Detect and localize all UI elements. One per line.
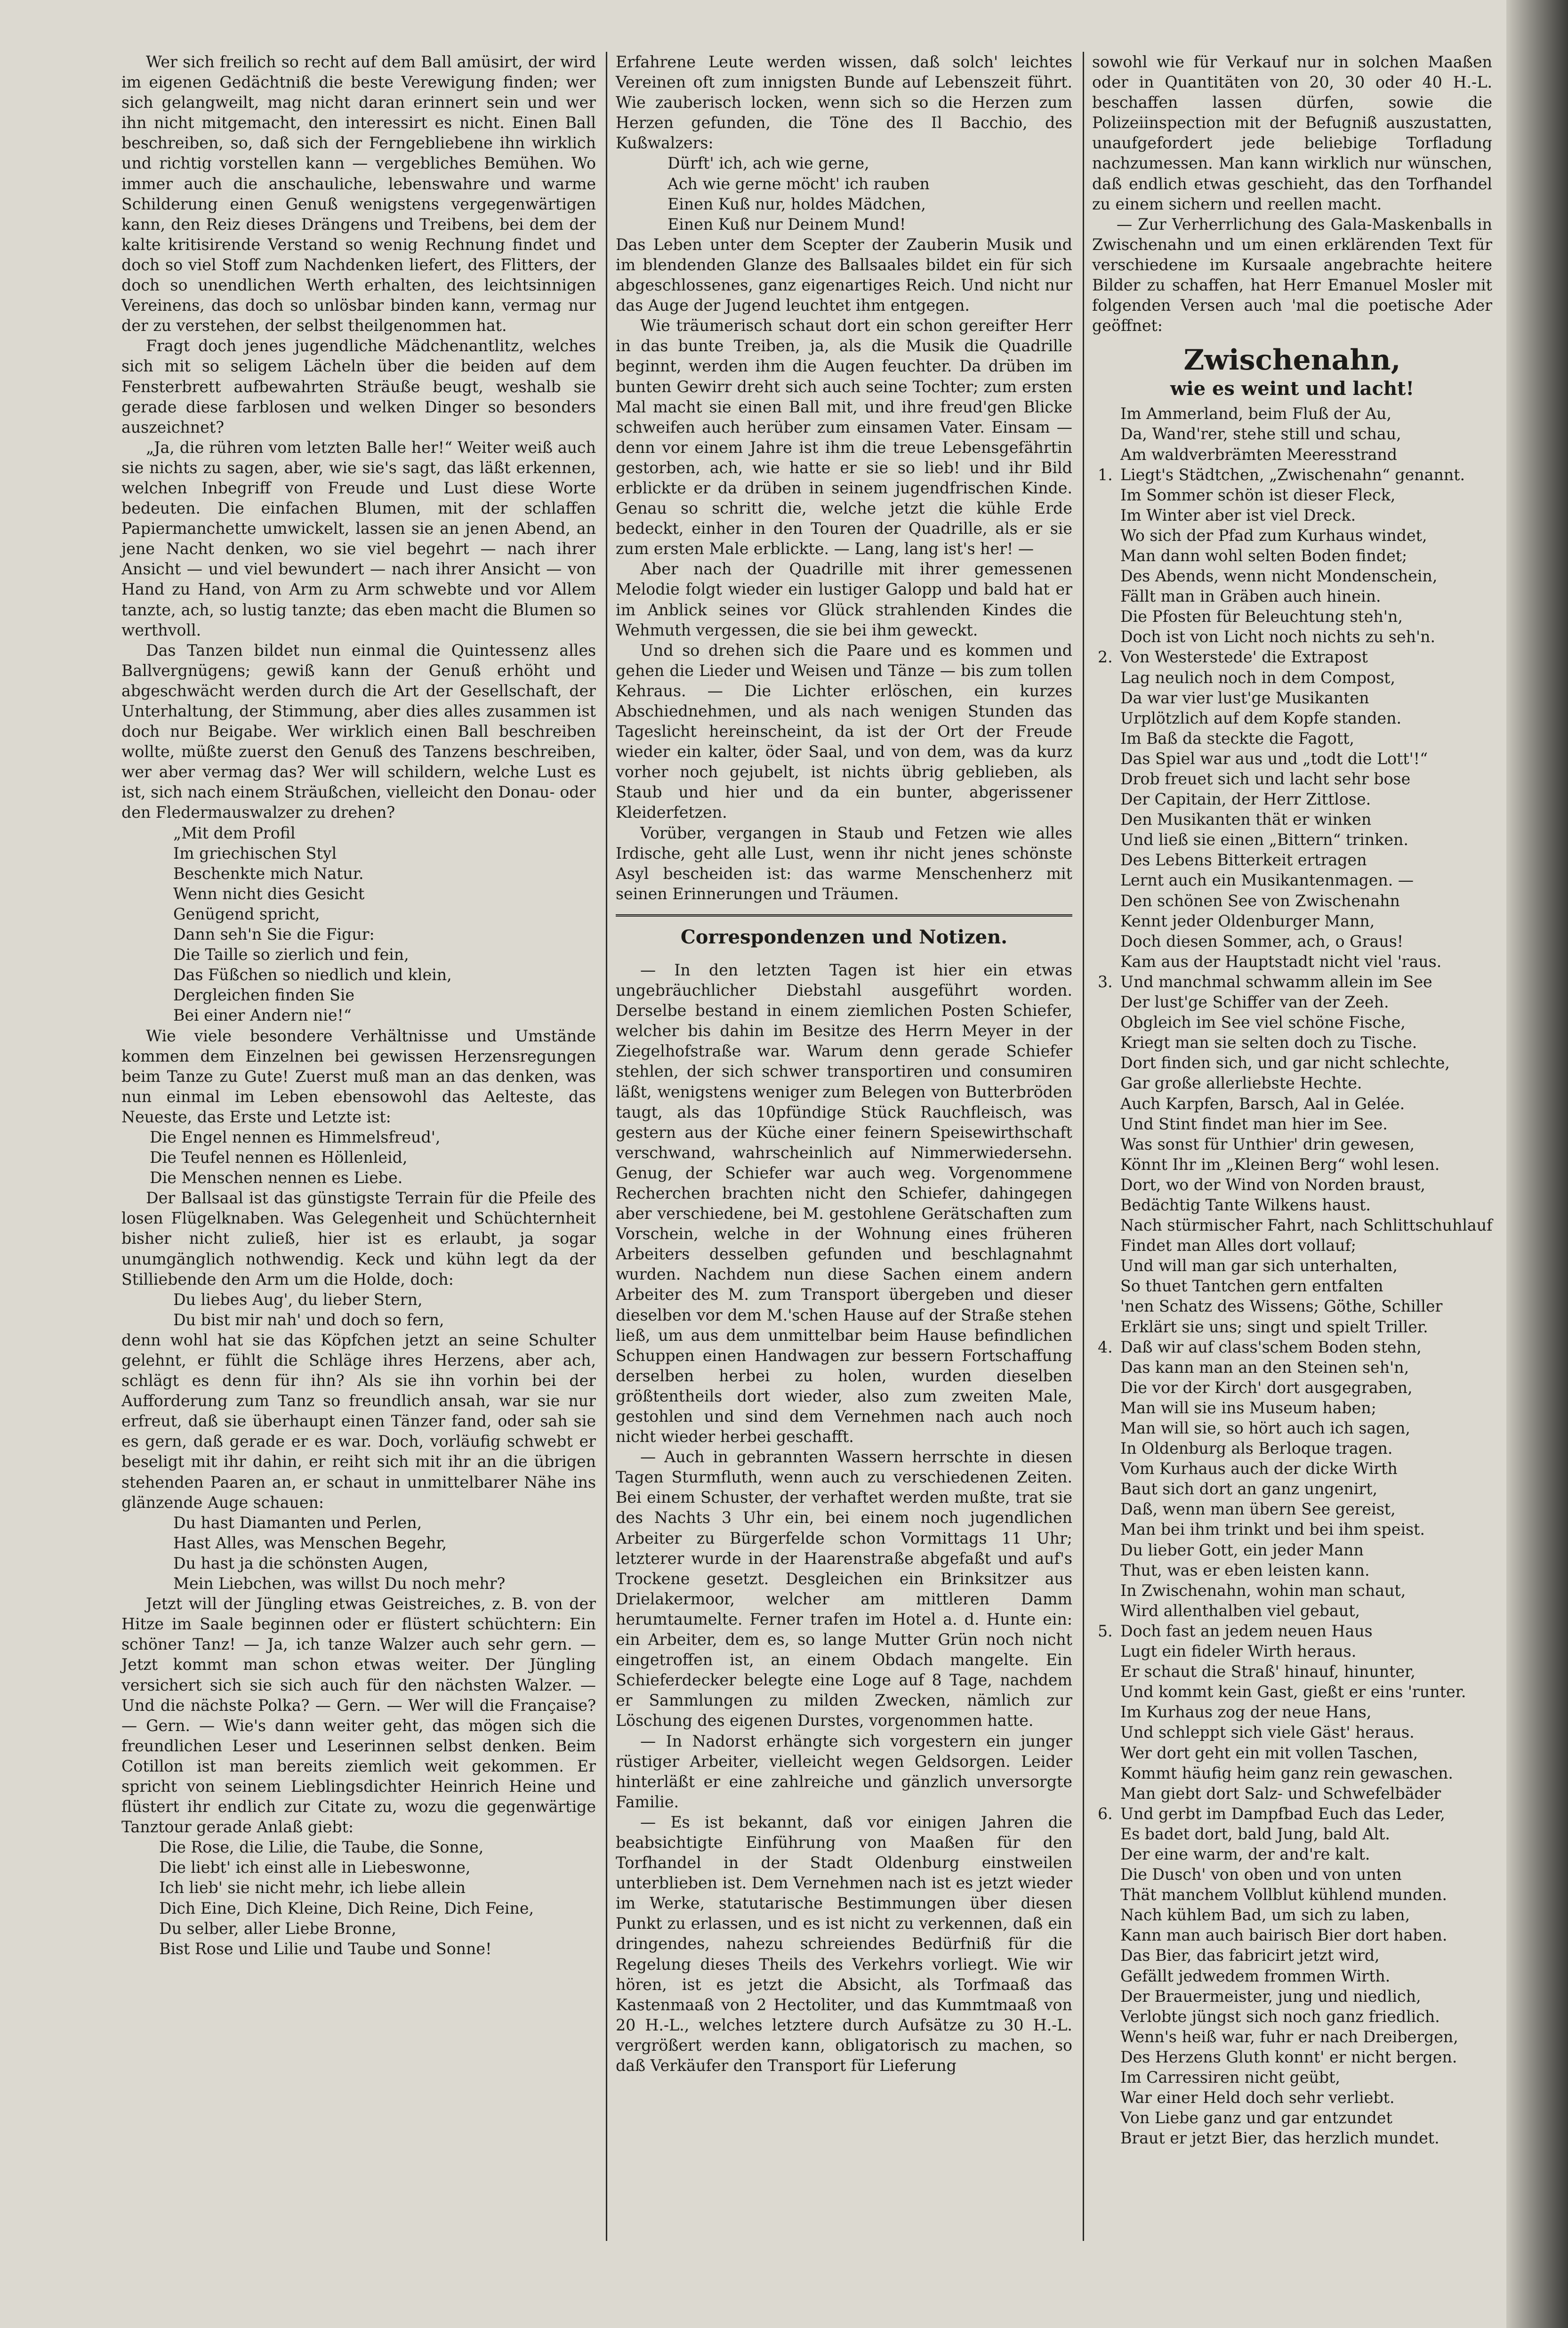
- verse-line: Du bist mir nah' und doch so fern,: [173, 1310, 444, 1329]
- paragraph: Das Leben unter dem Scepter der Zauberin Musik und im blendenden Glanze des Ballsaales bildet ein für sich abgeschlossenes, ganz eigenartiges Reich. Und nicht nur das Auge der Jugend leuchtet ihm entgegen.: [616, 235, 1072, 315]
- verse-line: Was sonst für Unthier' drin gewesen,: [1120, 1135, 1415, 1153]
- verse-line: Am waldverbrämten Meeresstrand: [1120, 445, 1397, 464]
- poem-title: Zwischenahn,: [1183, 344, 1401, 377]
- poem-stanza: [1092, 1337, 1492, 1621]
- paragraph: Erfahrene Leute werden wissen, daß solch' leichtes Vereinen oft zum innigsten Bunde auf Lebenszeit führt. Wie zauberisch locken, wenn sich so die Herzen zum Herzen gefunden, die Töne des Il Bacchio, des Kußwalzers:: [616, 53, 1072, 153]
- verse-line: Thut, was er eben leisten kann.: [1120, 1561, 1370, 1579]
- verse-line: Doch fast an jedem neuen Haus: [1120, 1621, 1373, 1640]
- verse-line: Baut sich dort an ganz ungenirt,: [1120, 1480, 1378, 1498]
- verse-line: Der lust'ge Schiffer van der Zeeh.: [1120, 993, 1389, 1012]
- verse-line: Braut er jetzt Bier, das herzlich mundet.: [1120, 2129, 1439, 2148]
- verse-line: Und will man gar sich unterhalten,: [1120, 1257, 1398, 1275]
- verse-line: Kam aus der Hauptstadt nicht viel 'raus.: [1120, 952, 1442, 971]
- paragraph: Jetzt will der Jüngling etwas Geistreiches, z. B. von der Hitze im Saale beginnen oder er flüstert schüchtern: Ein schöner Tanz! — Ja, ich tanze Walzer auch sehr gern. — Jetzt kommt man schon etwas weiter. Der Jüngling versichert sich sie sich auch für den nächsten Walzer. — Und die nächste Polka? — Gern. — Wer will die Française? — Gern. — Wie's dann weiter geht, das mögen sich die freundlichen Leser und Leserinnen selbst denken. Beim Cotillon ist man bereits ziemlich weit gekommen. Er spricht von seinem Lieblingsdichter Heinrich Heine und flüstert ihr endlich zur Citate zu, wozu die gegenwärtige Tanztour gerade Anlaß giebt:: [121, 1595, 596, 1837]
- paragraph: Der Ballsaal ist das günstigste Terrain für die Pfeile des losen Flügelknaben. Was Gelegenheit und Schüchternheit bisher nicht zuließ, hier ist es erlaubt, ja sogar unumgänglich nothwendig. Keck und kühn legt da der Stilliebende den Arm um die Holde, doch:: [121, 1189, 596, 1289]
- verse-line: Das Füßchen so niedlich und klein,: [173, 966, 452, 984]
- verse-line: War einer Held doch sehr verliebt.: [1120, 2088, 1395, 2107]
- poem-stanza: [1092, 647, 1492, 972]
- verse-quote: [173, 1513, 596, 1594]
- verse-line: So thuet Tantchen gern entfalten: [1120, 1277, 1383, 1296]
- column-middle: [616, 52, 1072, 2076]
- verse-line: Ich lieb' sie nicht mehr, ich liebe allein: [159, 1878, 466, 1897]
- verse-line: Die vor der Kirch' dort ausgegraben,: [1120, 1378, 1413, 1397]
- verse-line: Man dann wohl selten Boden findet;: [1120, 546, 1407, 565]
- verse-line: Das Spiel war aus und „todt die Lott'!“: [1120, 749, 1428, 768]
- verse-line: Die Menschen nennen es Liebe.: [150, 1168, 403, 1187]
- verse-line: 'nen Schatz des Wissens; Göthe, Schiller: [1120, 1297, 1443, 1316]
- verse-line: Du hast ja die schönsten Augen,: [173, 1554, 428, 1572]
- stanza-number: 1.: [1098, 465, 1113, 484]
- column-rule: [606, 52, 607, 2241]
- verse-line: Liegt's Städtchen, „Zwischenahn“ genannt.: [1120, 465, 1465, 484]
- verse-quote: [173, 823, 596, 1026]
- verse-line: Der Brauermeister, jung und niedlich,: [1120, 1987, 1421, 2006]
- verse-line: Bei einer Andern nie!“: [173, 1006, 352, 1025]
- verse-line: Der Capitain, der Herr Zittlose.: [1120, 790, 1371, 809]
- verse-line: Im Kurhaus zog der neue Hans,: [1120, 1703, 1372, 1722]
- poem-stanza: [1092, 1621, 1492, 1804]
- verse-line: Es badet dort, bald Jung, bald Alt.: [1120, 1824, 1390, 1843]
- verse-line: Hast Alles, was Menschen Begehr,: [173, 1533, 447, 1552]
- verse-line: Wenn's heiß war, fuhr er nach Dreibergen,: [1120, 2027, 1458, 2046]
- news-item: — In den letzten Tagen ist hier ein etwas ungebräuchlicher Diebstahl ausgeführt worden. Derselbe bestand in einem ziemlichen Posten Schiefer, welcher bis dahin im Besitze des Herrn Meyer in der Ziegelhofstraße war. Warum denn gerade Schiefer stehlen, der sich schwer transportiren und consumiren läßt, wenigstens weniger zum Belegen von Butterbröden taugt, als das 10pfündige Stück Rauchfleisch, was gestern aus der Küche einer feinern Speisewirthschaft verschwand, wahrscheinlich auf Nimmerwiedersehn. Genug, der Schiefer war auch weg. Vorgenommene Recherchen brachten nicht den Schiefer, dahingegen aber verschiedene, bei M. gestohlene Gerätschaften zum Vorschein, welche in der Wohnung eines früheren Arbeiters desselben gefunden und beschlagnahmt wurden. Nachdem nun diese Sachen einem andern Arbeiter des M. zum Transport übergeben und dieser dieselben vor dem M.'schen Hause auf der Straße stehen ließ, um aus dem unmittelbar beim Hause befindlichen Schuppen einen Handwagen zur bessern Fortschaffung derselben herbei zu holen, wurden dieselben größtentheils dort wieder, also zum zweiten Male, gestohlen und sind dem Vernehmen nach auch noch nicht wieder herbei geschafft.: [616, 960, 1072, 1446]
- verse-line: Lernt auch ein Musikantenmagen. —: [1120, 871, 1414, 890]
- verse-line: Urplötzlich auf dem Kopfe standen.: [1120, 709, 1402, 727]
- paragraph: sowohl wie für Verkauf nur in solchen Maaßen oder in Quantitäten von 20, 30 oder 40 H.-L. beschaffen lassen dürfen, sowie die Polizeiinspection mit der Befugniß auszustatten, unaufgefordert jede beliebige Torfladung nachzumessen. Man kann wirklich nur wünschen, daß endlich etwas geschieht, das den Torfhandel zu einem sichern und reellen macht.: [1092, 53, 1492, 213]
- verse-line: Doch diesen Sommer, ach, o Graus!: [1120, 932, 1404, 951]
- scan-edge: [1506, 0, 1568, 2328]
- paragraph: Vorüber, vergangen in Staub und Fetzen wie alles Irdische, geht alle Lust, wenn ihr nicht jenes schönste Asyl bescheiden ist: das warme Menschenherz mit seinen Erinnerungen und Träumen.: [616, 823, 1072, 903]
- paragraph: Wer sich freilich so recht auf dem Ball amüsirt, der wird im eigenen Gedächtniß die beste Verewigung finden; wer sich gelangweilt, mag nicht daran erinnert sein und wer ihn nicht mitgemacht, den interessirt es nicht. Einen Ball beschreiben, so, daß sich der Ferngebliebene ihn wirklich und richtig vorstellen kann — vergebliches Bemühen. Wo immer auch die anschauliche, lebenswahre und warme Schilderung einen Genuß wenigstens vergegenwärtigen kann, den Reiz dieses Drängens und Treibens, bei dem der kalte kritisirende Verstand so wenig Rechnung findet und doch so viel Stoff zum Nachdenken liefert, des Flitters, der doch so unendlichen Werth erhalten, des leichtsinnigen Vereinens, das doch so unlösbar binden kann, vermag nur der zu verstehen, der selbst theilgenommen hat.: [121, 53, 596, 335]
- verse-line: Die Dusch' von oben und von unten: [1120, 1865, 1402, 1884]
- verse-line: Die Pfosten für Beleuchtung steh'n,: [1120, 607, 1403, 626]
- news-item: — Zur Verherrlichung des Gala-Maskenballs in Zwischenahn und um einen erklärenden Text für verschiedene im Kursaale angebrachte heitere Bilder zu schaffen, hat Herr Emanuel Mosler mit folgenden Versen auch 'mal die poetische Ader geöffnet:: [1092, 215, 1492, 335]
- news-item: — Es ist bekannt, daß vor einigen Jahren die beabsichtigte Einführung von Maaßen für den Torfhandel in der Stadt Oldenburg einstweilen unterblieben ist. Dem Vernehmen nach ist es jetzt wieder im Werke, statutarische Bestimmungen über diesen Punkt zu erlassen, und es ist nicht zu verkennen, daß ein dringendes, nahezu schreiendes Bedürfniß für die Regelung dieses Theils des Verkehrs vorliegt. Wie wir hören, ist es jetzt die Absicht, als Torfmaaß das Kastenmaaß von 2 Hectoliter, und das Kummtmaaß von 20 H.-L., welches letztere durch Aufsätze zu 30 H.-L. vergrößert werden kann, obligatorisch zu machen, so daß Verkäufer den Transport für Lieferung: [616, 1812, 1072, 2075]
- verse-line: Dann seh'n Sie die Figur:: [173, 925, 375, 944]
- verse-line: Den Musikanten thät er winken: [1120, 810, 1372, 829]
- paragraph: „Ja, die rühren vom letzten Balle her!“ Weiter weiß auch sie nichts zu sagen, aber, wie sie's sagt, das läßt erkennen, welchen Inbegriff von Freude und Lust diese Worte bedeuten. Die einfachen Blumen, mit der schlaffen Papiermanchette umwickelt, lassen sie an jenen Abend, an jene Nacht denken, wo sie viel begehrt — nach ihrer Ansicht — und viel bewundert — nach ihrer Ansicht — von Hand zu Hand, von Arm zu Arm schwebte und vor Allem tanzte, ach, so lustig tanzte; das eben macht die Blumen so werthvoll.: [121, 438, 596, 639]
- news-item: — Auch in gebrannten Wassern herrschte in diesen Tagen Sturmfluth, wenn auch zu verschiedenen Zeiten. Bei einem Schuster, der verhaftet werden mußte, trat sie des Nachts 3 Uhr ein, bei einem noch jugendlichen Arbeiter zu Bürgerfelde schon Vormittags 11 Uhr; letzterer wurde in der Haarenstraße abgefaßt und auf's Trockene gesetzt. Desgleichen ein Brinksitzer aus Drielakermoor, welcher am mittleren Damm herumtaumelte. Ferner trafen im Hotel a. d. Hunte ein: ein Arbeiter, dem es, so lange Mutter Grün noch nicht eingetroffen ist, an einem Obdach mangelte. Ein Schieferdecker belegte eine Loge auf 8 Tage, nachdem er Sammlungen zu milden Zwecken, nämlich zur Löschung des eigenen Durstes, vorgenommen hatte.: [616, 1448, 1072, 1730]
- verse-line: Und kommt kein Gast, gießt er eins 'runter.: [1120, 1683, 1466, 1701]
- verse-line: Und schleppt sich viele Gäst' heraus.: [1120, 1723, 1415, 1742]
- verse-line: Auch Karpfen, Barsch, Aal in Gelée.: [1120, 1094, 1405, 1113]
- verse-line: Vom Kurhaus auch der dicke Wirth: [1120, 1459, 1398, 1478]
- verse-line: Findet man Alles dort vollauf;: [1120, 1236, 1356, 1255]
- verse-line: Nach stürmischer Fahrt, nach Schlittschuhlauf: [1120, 1216, 1493, 1235]
- poem-stanzas: [1092, 465, 1492, 2149]
- verse-line: Im griechischen Styl: [173, 844, 337, 862]
- verse-line: Den schönen See von Zwischenahn: [1120, 891, 1400, 910]
- verse-line: Gefällt jedwedem frommen Wirth.: [1120, 1966, 1391, 1985]
- verse-line: Kriegt man sie selten doch zu Tische.: [1120, 1033, 1417, 1052]
- column-right: [1092, 52, 1492, 2148]
- verse-line: Man bei ihm trinkt und bei ihm speist.: [1120, 1520, 1425, 1539]
- verse-line: Wenn nicht dies Gesicht: [173, 884, 365, 903]
- verse-line: Verlobte jüngst sich noch ganz friedlich.: [1120, 2007, 1440, 2026]
- verse-line: Des Herzens Gluth konnt' er nicht bergen.: [1120, 2047, 1457, 2066]
- verse-line: Und Stint findet man hier im See.: [1120, 1114, 1388, 1133]
- verse-line: Die Teufel nennen es Höllenleid,: [150, 1148, 408, 1167]
- verse-line: Du liebes Aug', du lieber Stern,: [173, 1290, 423, 1309]
- poem-intro: [1092, 403, 1492, 464]
- verse-line: Daß wir auf class'schem Boden stehn,: [1120, 1337, 1422, 1356]
- verse-line: Beschenkte mich Natur.: [173, 864, 364, 883]
- verse-quote: [150, 1127, 596, 1188]
- verse-line: Des Abends, wenn nicht Mondenschein,: [1120, 567, 1438, 586]
- poem-stanza: [1092, 1804, 1492, 2149]
- verse-line: Könnt Ihr im „Kleinen Berg“ wohl lesen.: [1120, 1155, 1440, 1174]
- verse-line: Du hast Diamanten und Perlen,: [173, 1513, 422, 1532]
- verse-line: Im Carressiren nicht geübt,: [1120, 2068, 1341, 2086]
- verse-line: Drob freuet sich und lacht sehr bose: [1120, 770, 1411, 788]
- column-rule: [1083, 52, 1084, 2241]
- verse-line: Und ließ sie einen „Bittern“ trinken.: [1120, 830, 1408, 849]
- stanza-number: 5.: [1098, 1621, 1113, 1640]
- stanza-number: 3.: [1098, 972, 1113, 991]
- verse-line: Da, Wand'rer, stehe still und schau,: [1120, 425, 1401, 443]
- stanza-number: 2.: [1098, 648, 1113, 667]
- paragraph: denn wohl hat sie das Köpfchen jetzt an seine Schulter gelehnt, er fühlt die Schläge ihres Herzens, aber ach, schlägt es denn für ihn? Als sie ihn vorhin bei der Aufforderung zum Tanz so freundlich ansah, war sie nur erfreut, daß sie überhaupt einen Tänzer fand, oder sah sie es gern, daß gerade er es war. Doch, vorläufig schwebt er beseligt mit ihr dahin, er reiht sich mit ihr an die übrigen stehenden Paaren an, er schaut in unmittelbarer Nähe ins glänzende Auge schauen:: [121, 1330, 596, 1512]
- verse-line: Dich Eine, Dich Kleine, Dich Reine, Dich Feine,: [159, 1899, 534, 1917]
- verse-line: Lugt ein fideler Wirth heraus.: [1120, 1642, 1357, 1661]
- verse-line: Bedächtig Tante Wilkens haust.: [1120, 1195, 1371, 1214]
- verse-line: Man giebt dort Salz- und Schwefelbäder: [1120, 1784, 1441, 1803]
- paragraph: Wie viele besondere Verhältnisse und Umstände kommen dem Einzelnen bei gewissen Herzensregungen beim Tanze zu Gute! Zuerst muß man an das denken, was nun einmal im Leben ebensowohl das Aelteste, das Neueste, das Erste und Letzte ist:: [121, 1026, 596, 1126]
- verse-line: „Mit dem Profil: [173, 823, 296, 842]
- paragraph: Aber nach der Quadrille mit ihrer gemessenen Melodie folgt wieder ein lustiger Galopp und bald hat er im Anblick seines vor Glück strahlenden Kindes die Wehmuth vergessen, die sie bei ihm geweckt.: [616, 560, 1072, 639]
- verse-line: Wer dort geht ein mit vollen Taschen,: [1120, 1743, 1418, 1762]
- news-item: — In Nadorst erhängte sich vorgestern ein junger rüstiger Arbeiter, vielleicht wegen Geldsorgen. Leider hinterläßt er eine zahlreiche und gänzlich unversorgte Familie.: [616, 1732, 1072, 1811]
- verse-line: Ach wie gerne möcht' ich rauben: [667, 174, 930, 193]
- paragraph: Fragt doch jenes jugendliche Mädchenantlitz, welches sich mit so seligem Lächeln über die beiden auf dem Fensterbrett aufbewahrten Sträuße beugt, weshalb sie gerade diese farblosen und welken Dinger so besonders auszeichnet?: [121, 337, 596, 436]
- verse-line: Von Liebe ganz und gar entzundet: [1120, 2109, 1392, 2127]
- paragraph: Und so drehen sich die Paare und es kommen und gehen die Lieder und Weisen und Tänze — bis zum tollen Kehraus. — Die Lichter erlöschen, ein kurzes Abschiednehmen, und als nach wenigen Stunden das Tageslicht hereinscheint, da ist der Ort der Freude wieder ein kalter, öder Saal, und von dem, was da kurz vorher noch gejubelt, ist nichts übrig geblieben, als Staub und hier und da ein bunter, abgerissener Kleiderfetzen.: [616, 641, 1072, 822]
- verse-line: Kann man auch bairisch Bier dort haben.: [1120, 1926, 1447, 1945]
- verse-line: Dort, wo der Wind von Norden braust,: [1120, 1175, 1425, 1194]
- verse-line: Das Bier, das fabricirt jetzt wird,: [1120, 1946, 1380, 1965]
- verse-line: Du selber, aller Liebe Bronne,: [159, 1919, 396, 1938]
- verse-line: In Oldenburg als Berloque tragen.: [1120, 1439, 1393, 1458]
- verse-line: Doch ist von Licht noch nichts zu seh'n.: [1120, 628, 1436, 646]
- paragraph: Das Tanzen bildet nun einmal die Quintessenz alles Ballvergnügens; gewiß kann der Genuß erhöht und abgeschwächt werden durch die Art der Gesellschaft, der Unterhaltung, der Stimmung, aber dies alles zusammen ist doch nur Beigabe. Wer wirklich einen Ball beschreiben wollte, müßte zuerst den Genuß des Tanzens beschreiben, wer aber vermag das? Wer will schildern, welche Lust es ist, sich nach einem Sträußchen, vielleicht den Donau- oder den Fledermauswalzer zu drehen?: [121, 641, 596, 822]
- verse-quote: [667, 153, 1072, 234]
- verse-line: Man will sie ins Museum haben;: [1120, 1398, 1376, 1417]
- verse-line: Und gerbt im Dampfbad Euch das Leder,: [1120, 1804, 1445, 1823]
- poem-stanza: [1092, 972, 1492, 1337]
- verse-line: Du lieber Gott, ein jeder Mann: [1120, 1540, 1364, 1559]
- stanza-number: 4.: [1098, 1337, 1113, 1356]
- verse-line: Lag neulich noch in dem Compost,: [1120, 668, 1396, 687]
- poem-stanza: [1092, 465, 1492, 647]
- stanza-number: 6.: [1098, 1804, 1113, 1823]
- verse-line: Einen Kuß nur, holdes Mädchen,: [667, 194, 926, 213]
- verse-line: Nach kühlem Bad, um sich zu laben,: [1120, 1906, 1410, 1925]
- verse-line: Gar große allerliebste Hechte.: [1120, 1074, 1362, 1093]
- section-heading: Correspondenzen und Notizen.: [616, 914, 1072, 950]
- verse-line: Man will sie, so hört auch ich sagen,: [1120, 1419, 1410, 1437]
- verse-line: Obgleich im See viel schöne Fische,: [1120, 1013, 1406, 1032]
- verse-line: Einen Kuß nur Deinem Mund!: [667, 215, 906, 234]
- verse-line: Und manchmal schwamm allein im See: [1120, 972, 1432, 991]
- verse-line: Dort finden sich, und gar nicht schlechte,: [1120, 1054, 1450, 1072]
- verse-line: Fällt man in Gräben auch hinein.: [1120, 587, 1381, 606]
- verse-line: Kennt jeder Oldenburger Mann,: [1120, 911, 1375, 930]
- verse-line: Im Ammerland, beim Fluß der Au,: [1120, 404, 1392, 423]
- verse-line: Des Lebens Bitterkeit ertragen: [1120, 851, 1367, 870]
- verse-line: Im Sommer schön ist dieser Fleck,: [1120, 485, 1396, 504]
- verse-quote: [159, 1837, 596, 1959]
- verse-line: Von Westerstede' die Extrapost: [1120, 648, 1368, 667]
- poem-subtitle: wie es weint und lacht!: [1170, 378, 1415, 400]
- verse-line: Im Baß da steckte die Fagott,: [1120, 729, 1354, 748]
- verse-line: Daß, wenn man übern See gereist,: [1120, 1500, 1396, 1519]
- verse-line: Im Winter aber ist viel Dreck.: [1120, 506, 1356, 524]
- verse-line: Dergleichen finden Sie: [173, 986, 355, 1005]
- verse-line: Da war vier lust'ge Musikanten: [1120, 688, 1369, 707]
- verse-line: Die Rose, die Lilie, die Taube, die Sonne,: [159, 1838, 484, 1857]
- verse-line: Wo sich der Pfad zum Kurhaus windet,: [1120, 526, 1427, 545]
- column-left: [121, 52, 596, 1959]
- verse-line: Bist Rose und Lilie und Taube und Sonne!: [159, 1939, 492, 1958]
- verse-line: Genügend spricht,: [173, 904, 320, 923]
- verse-line: Thät manchem Vollblut kühlend munden.: [1120, 1885, 1447, 1904]
- verse-line: Das kann man an den Steinen seh'n,: [1120, 1358, 1409, 1377]
- verse-line: Die liebt' ich einst alle in Liebeswonne,: [159, 1858, 471, 1877]
- verse-line: Erklärt sie uns; singt und spielt Triller.: [1120, 1317, 1428, 1336]
- verse-line: Die Engel nennen es Himmelsfreud',: [150, 1128, 441, 1146]
- paragraph: Wie träumerisch schaut dort ein schon gereifter Herr in das bunte Treiben, ja, als die Musik die Quadrille beginnt, werden ihm die Augen feuchter. Da drüben im bunten Gewirr dreht sich auch seine Tochter; zum ersten Mal macht sie einen Ball mit, und ihre freud'gen Blicke schweifen auch herüber zum einsamen Vater. Einsam — denn vor einem Jahre ist ihm die treue Lebensgefährtin gestorben, ach, wie hatte er sie so lieb! und ihr Bild erblickte er da drüben in seinem jugendfrischen Kinde. Genau so schritt die, welche jetzt die kühle Erde bedeckt, einher in den Touren der Quadrille, als er sie zum ersten Male erblickte. — Lang, lang ist's her! —: [616, 316, 1072, 558]
- verse-line: Mein Liebchen, was willst Du noch mehr?: [173, 1574, 506, 1593]
- verse-line: Dürft' ich, ach wie gerne,: [667, 154, 869, 173]
- verse-line: Die Taille so zierlich und fein,: [173, 945, 409, 964]
- verse-line: Kommt häufig heim ganz rein gewaschen.: [1120, 1764, 1453, 1782]
- verse-quote: [173, 1289, 596, 1330]
- verse-line: Wird allenthalben viel gebaut,: [1120, 1601, 1360, 1620]
- verse-line: Der eine warm, der and're kalt.: [1120, 1845, 1370, 1863]
- verse-line: In Zwischenahn, wohin man schaut,: [1120, 1581, 1406, 1600]
- verse-line: Er schaut die Straß' hinauf, hinunter,: [1120, 1662, 1415, 1681]
